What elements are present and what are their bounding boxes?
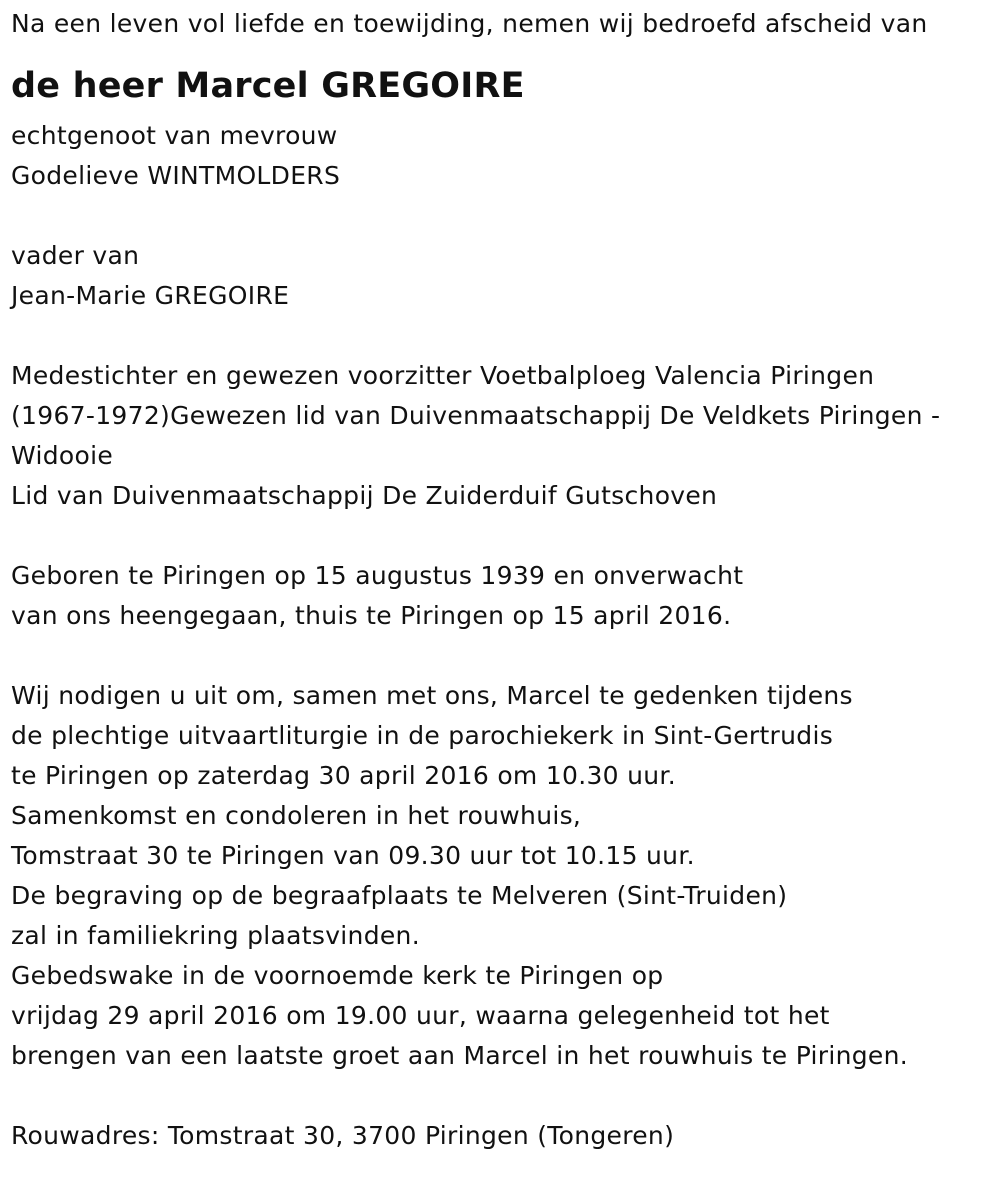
spacer xyxy=(11,1076,991,1116)
birth-death-line: Geboren te Piringen op 15 augustus 1939 en onverwacht xyxy=(11,561,744,590)
spacer xyxy=(11,516,991,556)
ceremony-line: te Piringen op zaterdag 30 april 2016 om 10.30 uur. xyxy=(11,761,676,790)
spacer xyxy=(11,316,991,356)
affiliation-line: Widooie xyxy=(11,441,114,470)
ceremony-line: De begraving op de begraafplaats te Melveren (Sint-Truiden) xyxy=(11,881,788,910)
child-name: Jean-Marie GREGOIRE xyxy=(11,281,290,310)
spouse-label: echtgenoot van mevrouw xyxy=(11,121,338,150)
ceremony-line: brengen van een laatste groet aan Marcel in het rouwhuis te Piringen. xyxy=(11,1041,909,1070)
mourning-address: Rouwadres: Tomstraat 30, 3700 Piringen (Tongeren) xyxy=(11,1121,675,1150)
birth-death-line: van ons heengegaan, thuis te Piringen op 15 april 2016. xyxy=(11,601,732,630)
spacer xyxy=(11,196,991,236)
ceremony-line: Samenkomst en condoleren in het rouwhuis, xyxy=(11,801,582,830)
ceremony-line: Gebedswake in de voornoemde kerk te Piringen op xyxy=(11,961,664,990)
affiliations-paragraph xyxy=(11,356,991,516)
ceremony-line: de plechtige uitvaartliturgie in de parochiekerk in Sint-Gertrudis xyxy=(11,721,834,750)
ceremony-paragraph xyxy=(11,676,991,1076)
ceremony-line: Wij nodigen u uit om, samen met ons, Marcel te gedenken tijdens xyxy=(11,681,853,710)
intro-text: Na een leven vol liefde en toewijding, nemen wij bedroefd afscheid van xyxy=(11,9,928,38)
ceremony-line: vrijdag 29 april 2016 om 19.00 uur, waarna gelegenheid tot het xyxy=(11,1001,830,1030)
child-label: vader van xyxy=(11,241,140,270)
ceremony-line: Tomstraat 30 te Piringen van 09.30 uur tot 10.15 uur. xyxy=(11,841,695,870)
affiliation-line: Medestichter en gewezen voorzitter Voetbalploeg Valencia Piringen xyxy=(11,361,875,390)
spouse-name: Godelieve WINTMOLDERS xyxy=(11,161,341,190)
ceremony-line: zal in familiekring plaatsvinden. xyxy=(11,921,420,950)
obituary-text xyxy=(11,4,991,1156)
affiliation-line: Lid van Duivenmaatschappij De Zuiderduif Gutschoven xyxy=(11,481,718,510)
birth-death-paragraph xyxy=(11,556,991,636)
deceased-name: de heer Marcel GREGOIRE xyxy=(11,66,525,106)
affiliation-line: (1967-1972)Gewezen lid van Duivenmaatschappij De Veldkets Piringen - xyxy=(11,401,941,430)
spacer xyxy=(11,636,991,676)
